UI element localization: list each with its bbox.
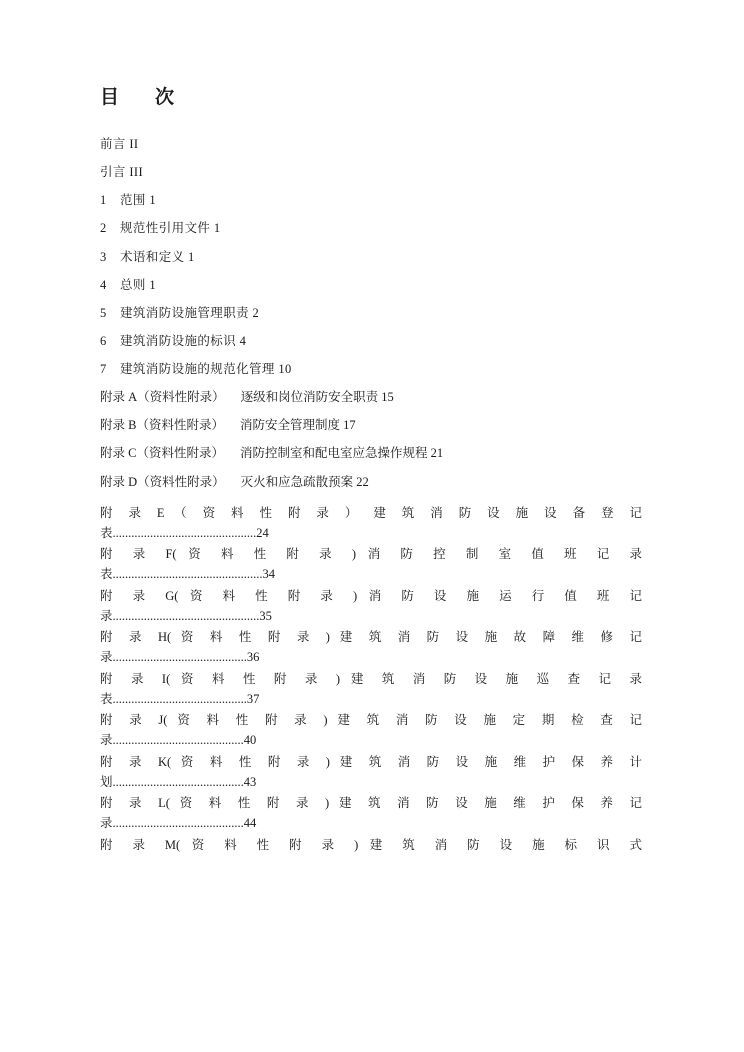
toc-annex-l xyxy=(100,793,642,834)
toc-entry-3: 3 术语和定义 1 xyxy=(100,249,195,264)
toc-annex-g-tail: 录...............................................35 xyxy=(100,608,272,623)
toc-entry-5: 5 建筑消防设施管理职责 2 xyxy=(100,305,260,320)
toc-entry-1: 1 范围 1 xyxy=(100,193,156,208)
toc-annex-k xyxy=(100,752,642,793)
title-char-1: 目 xyxy=(100,87,122,108)
toc-annex-h-tail: 录...........................................36 xyxy=(100,650,260,665)
toc-annex-l-tail: 录..........................................44 xyxy=(100,816,257,831)
toc-annex-e-tail: 表..............................................24 xyxy=(100,525,269,540)
page-title xyxy=(100,82,642,109)
toc-annex-i xyxy=(100,669,642,710)
toc-annex-j-head: 附 录 J( 资 料 性 附 录 ) 建 筑 消 防 设 施 定 期 检 查 记 xyxy=(100,713,642,728)
toc-entry-4: 4 总则 1 xyxy=(100,277,156,292)
toc-annex-h-head: 附 录 H( 资 料 性 附 录 ) 建 筑 消 防 设 施 故 障 维 修 记 xyxy=(100,630,642,645)
toc-annex-c: 附录 C（资料性附录） 消防控制室和配电室应急操作规程 21 xyxy=(100,446,444,461)
toc-entry-6: 6 建筑消防设施的标识 4 xyxy=(100,333,247,348)
toc-annex-a: 附录 A（资料性附录） 逐级和岗位消防安全职责 15 xyxy=(100,390,394,405)
toc-annex-k-head: 附 录 K( 资 料 性 附 录 ) 建 筑 消 防 设 施 维 护 保 养 计 xyxy=(100,754,642,769)
toc-entry-preface: 前言 II xyxy=(100,137,139,151)
toc-annex-k-tail: 划..........................................43 xyxy=(100,774,257,789)
toc-annex-f-tail: 表................................................34 xyxy=(100,567,276,582)
toc-entry-7: 7 建筑消防设施的规范化管理 10 xyxy=(100,362,292,376)
toc-annex-g-head: 附 录 G( 资 料 性 附 录 ) 消 防 设 施 运 行 值 班 记 xyxy=(100,588,642,603)
toc-annex-f-head: 附 录 F( 资 料 性 附 录 ) 消 防 控 制 室 值 班 记 录 xyxy=(100,547,642,562)
toc-annex-i-head: 附 录 I( 资 料 性 附 录 ) 建 筑 消 防 设 施 巡 查 记 录 xyxy=(100,671,642,686)
toc-annex-g xyxy=(100,586,642,627)
toc-content xyxy=(100,82,642,856)
toc-annex-f xyxy=(100,544,642,585)
toc-annex-m-head: 附 录 M( 资 料 性 附 录 ) 建 筑 消 防 设 施 标 识 式 xyxy=(100,837,642,852)
toc-annex-e-head: 附 录 E （ 资 料 性 附 录 ） 建 筑 消 防 设 施 设 备 登 记 xyxy=(100,505,642,520)
toc-annex-e xyxy=(100,503,642,544)
toc-annex-i-tail: 表...........................................37 xyxy=(100,691,260,706)
toc-annex-m xyxy=(100,835,642,855)
toc-annex-j-tail: 录..........................................40 xyxy=(100,733,257,748)
toc-annex-d: 附录 D（资料性附录） 灭火和应急疏散预案 22 xyxy=(100,474,369,489)
toc-annex-l-head: 附 录 L( 资 料 性 附 录 ) 建 筑 消 防 设 施 维 护 保 养 记 xyxy=(100,796,642,811)
toc-annex-b: 附录 B（资料性附录） 消防安全管理制度 17 xyxy=(100,418,356,433)
toc-entry-introduction: 引言 III xyxy=(100,165,144,180)
toc-annex-h xyxy=(100,627,642,668)
title-char-2: 次 xyxy=(155,87,177,108)
toc-entry-2: 2 规范性引用文件 1 xyxy=(100,221,221,236)
toc-annex-j xyxy=(100,710,642,751)
